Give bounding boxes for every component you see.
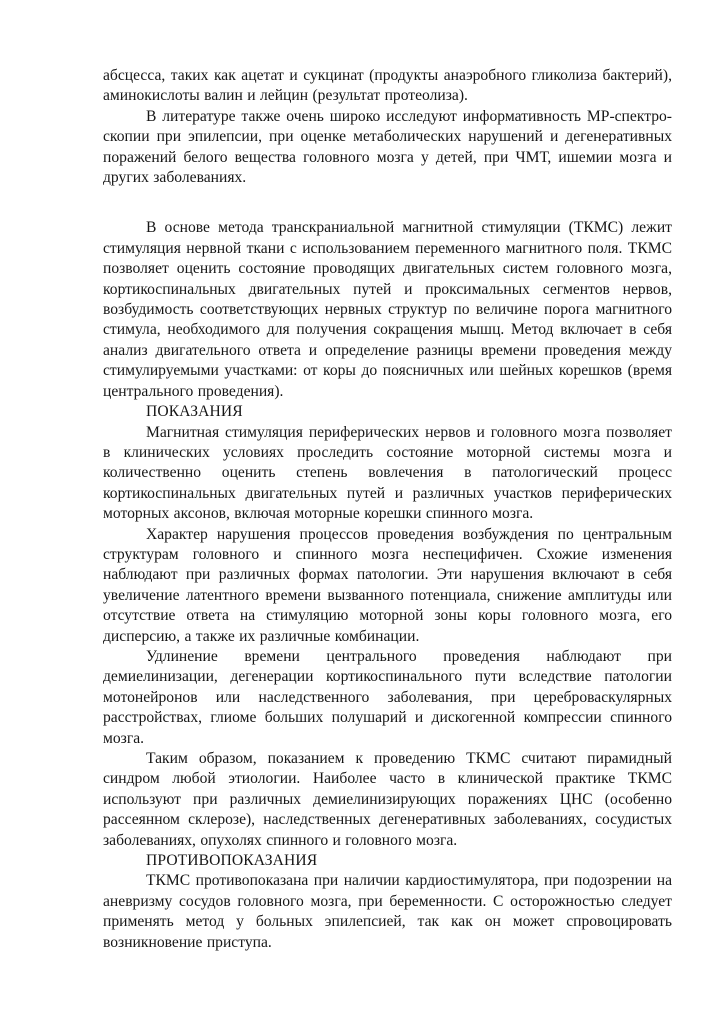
paragraph-indications-1: Магнитная стимуляция периферических нервов и головного мозга позволяет в клинических условиях проследить состояние моторной системы мозга и количественно оценить степень вовлечения в патологический процесс кортикоспинальных двигательных путей и различных участков периферических моторных аксонов, включая моторные корешки спинного мозга. (103, 423, 672, 523)
paragraph-indications-3: Удлинение времени центрального проведения наблюдают при демиелинизации, дегенерации кортикоспинального пути вследствие патологии мотонейронов или наследственного заболевания, при цереброваскулярных расстройствах, глиоме больших полушарий и дискогенной компрессии спинного мозга. (103, 647, 672, 747)
heading-contraindications: ПРОТИВОПОКАЗАНИЯ (146, 852, 318, 870)
section-gap (103, 188, 672, 218)
heading-indications: ПОКАЗАНИЯ (146, 403, 243, 421)
paragraph-contraindications: ТКМС противопоказана при наличии кардиостимулятора, при подозрении на аневризму сосудов головного мозга, при беременности. С осторожностью следует применять метод у больных эпилепсией, так как он может спровоцировать возникновение приступа. (103, 872, 672, 951)
paragraph-indications-4: Таким образом, показанием к проведению ТКМС считают пирамидный синдром любой этиологии. Наиболее часто в клинической практике ТКМС используют при различных демиелинизирующих поражениях ЦНС (особенно рассеянном склерозе), наследственных дегенеративных заболеваниях, сосудистых заболеваниях, опухолях спинного и головного мозга. (103, 750, 672, 849)
paragraph-mr-spectroscopy: В литературе также очень широко исследуют информативность МР-спектро-скопии при эпилепсии, при оценке метаболических нарушений и дегенеративных поражений белого вещества головного мозга у детей, при ЧМТ, ишемии мозга и других заболеваниях. (103, 107, 672, 187)
paragraph-continuation: абсцесса, таких как ацетат и сукцинат (продукты анаэробного гликолиза бактерий), аминокислоты валин и лейцин (результат протеолиза). (103, 67, 672, 105)
text-column (103, 66, 672, 953)
paragraph-tkms-intro: В основе метода транскраниальной магнитной стимуляции (ТКМС) лежит стимуляция нервной ткани с использованием переменного магнитного поля. ТКМС позволяет оценить состояние проводящих двигательных систем головного мозга, кортикоспинальных двигательных путей и проксимальных сегментов нервов, возбудимость соответствующих нервных структур по величине порога магнитного стимула, необходимого для получения сокращения мышц. Метод включает в себя анализ двигательного ответа и определение разницы времени проведения между стимулируемыми участками: от коры до поясничных или шейных корешков (время центрального проведения). (103, 219, 672, 400)
paragraph-indications-2: Характер нарушения процессов проведения возбуждения по центральным структурам головного и спинного мозга неспецифичен. Схожие изменения наблюдают при различных формах патологии. Эти нарушения включают в себя увеличение латентного времени вызванного потенциала, снижение амплитуды или отсутствие ответа на стимуляцию моторной зоны коры головного мозга, его дисперсию, а также их различные комбинации. (103, 525, 672, 645)
